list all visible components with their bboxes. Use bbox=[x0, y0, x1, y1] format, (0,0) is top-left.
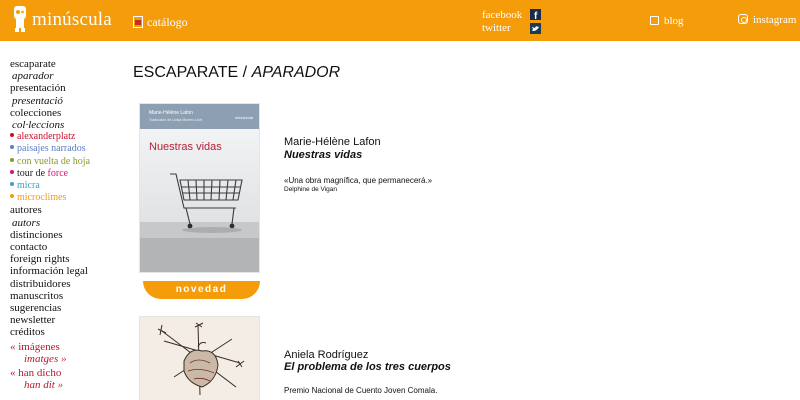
nav-creditos[interactable]: créditos bbox=[10, 326, 45, 339]
collection-dot bbox=[10, 145, 14, 149]
brand-name[interactable]: minúscula bbox=[32, 9, 112, 30]
nav-imatges[interactable]: imatges » bbox=[24, 352, 67, 365]
nav-colecciones[interactable]: colecciones bbox=[10, 106, 62, 119]
cover-title: Nuestras vidas bbox=[149, 141, 222, 153]
nav-colleccions[interactable]: col·leccions bbox=[12, 119, 65, 132]
logo-icon[interactable] bbox=[12, 6, 28, 32]
twitter-icon[interactable] bbox=[530, 23, 541, 34]
nav-han-dicho[interactable]: « han dicho bbox=[10, 367, 62, 380]
nav-aparador[interactable]: aparador bbox=[12, 70, 54, 83]
book-1-quote: «Una obra magnífica, que permanecerá.» bbox=[284, 176, 433, 185]
collection-label: paisajes narrados bbox=[17, 143, 86, 155]
nav-presentacio[interactable]: presentació bbox=[12, 94, 63, 107]
blog-link[interactable] bbox=[650, 15, 684, 27]
nav-imagenes[interactable]: « imágenes bbox=[10, 340, 60, 353]
page-title bbox=[133, 64, 340, 82]
nav-manuscritos[interactable]: manuscritos bbox=[10, 289, 64, 302]
nav-foreign-rights[interactable]: foreign rights bbox=[10, 253, 70, 266]
collection-label: tour de force bbox=[17, 167, 69, 179]
cover-author: Marie-Hélène Lafon bbox=[149, 110, 193, 116]
collection-label: micra bbox=[17, 180, 40, 192]
book-2-author[interactable]: Aniela Rodríguez bbox=[284, 349, 369, 361]
book-cover-1[interactable] bbox=[140, 104, 259, 272]
book-2-title[interactable]: El problema de los tres cuerpos bbox=[284, 361, 451, 373]
nav-autores[interactable]: autores bbox=[10, 204, 42, 217]
nav-collection-alexanderplatz[interactable] bbox=[10, 131, 120, 143]
instagram-link[interactable] bbox=[738, 14, 796, 26]
page-title-main: ESCAPARATE / bbox=[133, 64, 248, 81]
novedad-badge: novedad bbox=[143, 281, 260, 299]
cover-illustration bbox=[140, 317, 259, 400]
nav-distinciones[interactable]: distinciones bbox=[10, 228, 63, 241]
nav-collection-con-vuelta-de-hoja[interactable] bbox=[10, 156, 120, 168]
nav-escaparate[interactable]: escaparate bbox=[10, 58, 56, 70]
nav-collection-micra[interactable] bbox=[10, 180, 120, 192]
twitter-link[interactable]: twitter bbox=[482, 22, 511, 34]
instagram-label: instagram bbox=[753, 14, 797, 26]
cover-illustration bbox=[140, 104, 259, 272]
nav-collection-microclimes[interactable] bbox=[10, 192, 120, 204]
blog-label: blog bbox=[664, 15, 684, 27]
svg-text:f: f bbox=[534, 11, 538, 20]
nav-collection-paisajes-narrados[interactable] bbox=[10, 143, 120, 155]
blog-icon bbox=[650, 16, 659, 25]
catalog-link[interactable] bbox=[133, 15, 188, 30]
collection-label: con vuelta de hoja bbox=[17, 155, 91, 167]
nav-distribuidores[interactable]: distribuidores bbox=[10, 277, 71, 290]
nav-newsletter[interactable]: newsletter bbox=[10, 314, 56, 327]
collection-dot bbox=[10, 182, 14, 186]
collection-dot bbox=[10, 133, 14, 137]
cover-publisher: minúscula bbox=[234, 115, 253, 120]
nav-autors[interactable]: autors bbox=[12, 216, 41, 229]
catalog-label: catálogo bbox=[147, 15, 188, 29]
cover-band bbox=[140, 104, 259, 129]
book-cover-2[interactable] bbox=[140, 317, 259, 400]
cover-translator: Traducción de Lluïsa Moreno Llort bbox=[149, 118, 202, 122]
collection-label: alexanderplatz bbox=[17, 131, 76, 143]
page-title-italic: APARADOR bbox=[251, 64, 341, 81]
sidebar-nav bbox=[10, 58, 120, 391]
facebook-link[interactable]: facebook bbox=[482, 9, 523, 21]
pdf-icon bbox=[133, 16, 143, 28]
nav-informacion-legal[interactable]: información legal bbox=[10, 265, 88, 278]
collection-dot bbox=[10, 194, 14, 198]
book-1-author[interactable]: Marie-Hélène Lafon bbox=[284, 136, 381, 148]
nav-presentacion[interactable]: presentación bbox=[10, 82, 66, 95]
collection-dot bbox=[10, 170, 14, 174]
book-1-quote-source: Delphine de Vigan bbox=[284, 186, 338, 193]
nav-collection-tour-de-force[interactable] bbox=[10, 168, 120, 180]
collection-label: microclimes bbox=[17, 192, 67, 204]
book-1-title[interactable]: Nuestras vidas bbox=[284, 149, 363, 161]
nav-contacto[interactable]: contacto bbox=[10, 241, 48, 254]
nav-sugerencias[interactable]: sugerencias bbox=[10, 302, 62, 315]
book-2-award: Premio Nacional de Cuento Joven Comala. bbox=[284, 386, 438, 395]
nav-han-dit[interactable]: han dit » bbox=[24, 379, 64, 392]
instagram-icon bbox=[738, 14, 748, 24]
top-bar bbox=[0, 0, 800, 41]
collection-dot bbox=[10, 158, 14, 162]
facebook-icon[interactable] bbox=[530, 9, 541, 20]
